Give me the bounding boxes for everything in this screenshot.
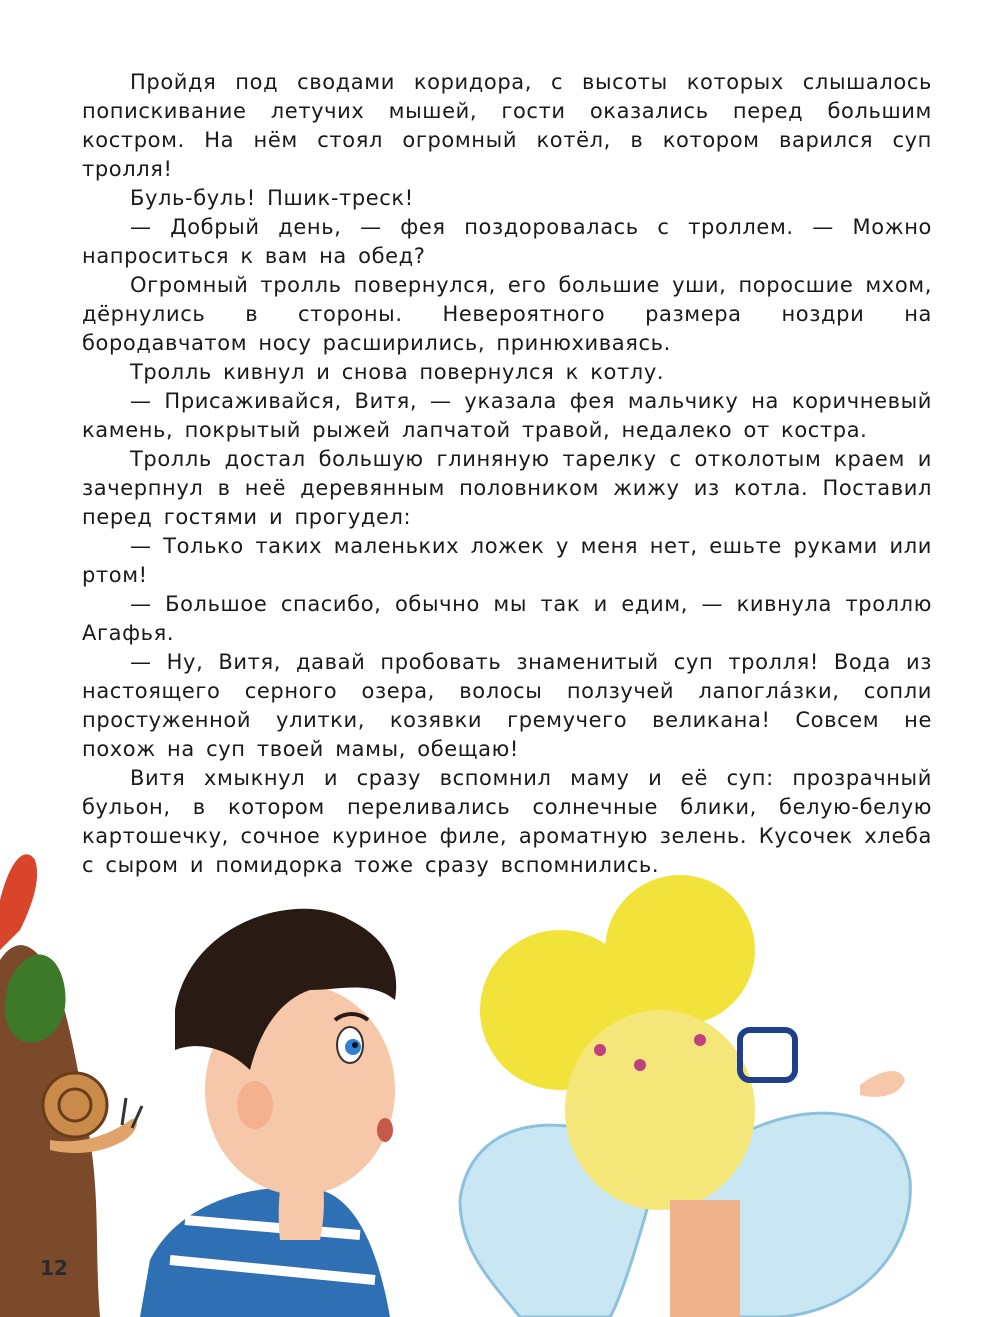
paragraph: Тролль кивнул и снова повернулся к котлу. [130,360,665,384]
paragraph: — Ну, Витя, давай пробовать знаменитый суп тролля! Вода из настоящего серного озера, волосы ползучей лапогла́зки, сопли простуженной улитки, козявки гремучего великана! Совсем не похож на суп твоей мамы, обещаю! [82,650,932,761]
paragraph: Витя хмыкнул и сразу вспомнил маму и её суп: прозрачный бульон, в котором переливались солнечные блики, белую-белую картошечку, сочное куриное филе, ароматную зелень. Кусочек хлеба с сыром и помидорка тоже сразу вспомнились. [82,766,932,877]
paragraph: Тролль достал большую глиняную тарелку с отколотым краем и зачерпнул в неё деревянным половником жижу из котла. Поставил перед гостями и прогудел: [82,447,932,529]
paragraph: — Только таких маленьких ложек у меня нет, ешьте руками или ртом! [82,534,932,587]
page-number: 12 [40,1256,68,1280]
boy-illustration [140,909,396,1317]
paragraph: Огромный тролль повернулся, его большие уши, поросшие мхом, дёрнулись в стороны. Невероятного размера ноздри на бородавчатом носу расширились, принюхиваясь. [82,273,932,355]
snail-illustration [43,1073,142,1153]
paragraph: — Большое спасибо, обычно мы так и едим, — кивнула троллю Агафья. [82,592,932,645]
story-text [82,68,932,880]
paragraph: Пройдя под сводами коридора, с высоты которых слышалось попискивание летучих мышей, гости оказались перед большим костром. На нём стоял огромный котёл, в котором варился суп тролля! [82,70,932,181]
illustration [0,840,1000,1317]
paragraph: Буль-буль! Пшик-треск! [130,186,414,210]
paragraph: — Добрый день, — фея поздоровалась с троллем. — Можно напроситься к вам на обед? [82,215,932,268]
fairy-illustration [460,875,910,1317]
paragraph: — Присаживайся, Витя, — указала фея мальчику на коричневый камень, покрытый рыжей лапчатой травой, недалеко от костра. [82,389,932,442]
